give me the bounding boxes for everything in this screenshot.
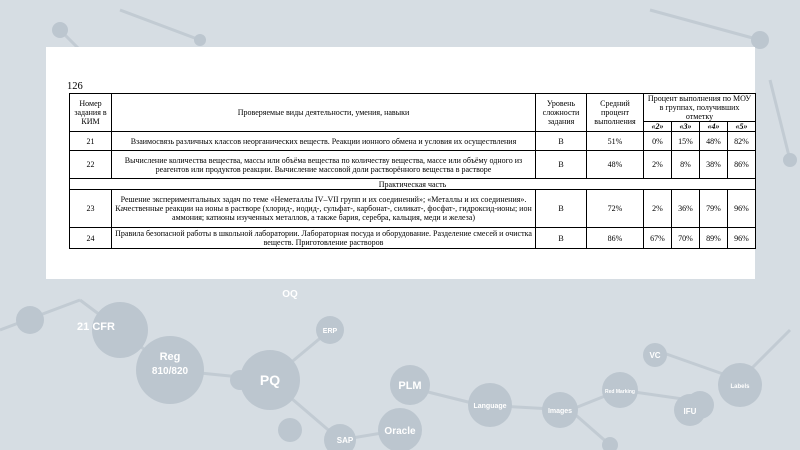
average-percent: 86% xyxy=(587,228,644,249)
grade-2-percent: 0% xyxy=(644,132,672,151)
average-percent: 48% xyxy=(587,151,644,179)
grade-4-percent: 48% xyxy=(700,132,728,151)
document-slide xyxy=(46,47,755,279)
header-group-percent: Процент выполнения по МОУ в группах, получивших отметку xyxy=(644,94,756,122)
svg-text:Images: Images xyxy=(547,408,573,415)
header-average-percent: Средний процент выполнения xyxy=(587,94,644,132)
grade-4-percent: 38% xyxy=(700,151,728,179)
header-skills: Проверяемые виды деятельности, умения, навыки xyxy=(112,94,536,132)
average-percent: 51% xyxy=(587,132,644,151)
task-number: 22 xyxy=(70,151,112,179)
table-row xyxy=(70,228,756,249)
svg-text:SAP: SAP xyxy=(336,436,354,445)
header-task-number: Номер задания в КИМ xyxy=(70,94,112,132)
table-row xyxy=(70,190,756,228)
skill-text: Решение экспериментальных задач по теме «Неметаллы IV–VII групп и их соединений»; «Металлы и их соединения». Качественные реакции на ионы в растворе (хлорид-, иодид-, сульфат-, карбонат-, силикат-, фосфат-, гидроксид-ионы; ион аммония; катионы изученных металлов, а также бария, серебра, кальция, меди и железа) xyxy=(112,190,536,228)
grade-4-percent: 89% xyxy=(700,228,728,249)
grade-2-percent: 2% xyxy=(644,151,672,179)
svg-text:OQ: OQ xyxy=(282,289,298,300)
grade-3-percent: 70% xyxy=(672,228,700,249)
svg-text:IFU: IFU xyxy=(683,407,697,416)
section-label: Практическая часть xyxy=(70,179,756,190)
skill-text: Взаимосвязь различных классов неорганических веществ. Реакции ионного обмена и условия их осуществления xyxy=(112,132,536,151)
task-number: 21 xyxy=(70,132,112,151)
grade-3-percent: 36% xyxy=(672,190,700,228)
results-table xyxy=(69,93,756,249)
svg-text:Reg: Reg xyxy=(159,351,181,363)
svg-text:PQ: PQ xyxy=(259,372,281,388)
svg-text:21 CFR: 21 CFR xyxy=(77,321,115,333)
grade-3-header: «3» xyxy=(672,122,700,132)
grade-2-header: «2» xyxy=(644,122,672,132)
grade-4-percent: 79% xyxy=(700,190,728,228)
task-number: 24 xyxy=(70,228,112,249)
grade-3-percent: 8% xyxy=(672,151,700,179)
difficulty-level: В xyxy=(536,190,587,228)
average-percent: 72% xyxy=(587,190,644,228)
page-number: 126 xyxy=(67,81,83,92)
grade-5-header: «5» xyxy=(728,122,756,132)
section-row xyxy=(70,179,756,190)
svg-text:Red Marking: Red Marking xyxy=(604,389,636,395)
table-row xyxy=(70,151,756,179)
svg-text:Language: Language xyxy=(473,403,507,410)
task-number: 23 xyxy=(70,190,112,228)
grade-5-percent: 96% xyxy=(728,190,756,228)
header-difficulty: Уровень сложности задания xyxy=(536,94,587,132)
difficulty-level: В xyxy=(536,151,587,179)
difficulty-level: В xyxy=(536,132,587,151)
grade-4-header: «4» xyxy=(700,122,728,132)
grade-5-percent: 86% xyxy=(728,151,756,179)
svg-text:810/820: 810/820 xyxy=(151,366,189,377)
difficulty-level: В xyxy=(536,228,587,249)
skill-text: Вычисление количества вещества, массы или объёма вещества по количеству вещества, массе или объёму одного из реагентов или продуктов реакции. Вычисление массовой доли растворённого вещества в растворе xyxy=(112,151,536,179)
svg-text:Labels: Labels xyxy=(730,384,750,390)
svg-text:VC: VC xyxy=(649,351,661,360)
grade-5-percent: 82% xyxy=(728,132,756,151)
grade-2-percent: 2% xyxy=(644,190,672,228)
svg-text:ERP: ERP xyxy=(322,328,338,335)
skill-text: Правила безопасной работы в школьной лаборатории. Лабораторная посуда и оборудование. Разделение смесей и очистка веществ. Приготовление растворов xyxy=(112,228,536,249)
svg-text:PLM: PLM xyxy=(398,380,422,392)
grade-3-percent: 15% xyxy=(672,132,700,151)
table-row xyxy=(70,132,756,151)
table-header-row xyxy=(70,94,756,122)
grade-2-percent: 67% xyxy=(644,228,672,249)
svg-text:Oracle: Oracle xyxy=(384,426,416,437)
grade-5-percent: 96% xyxy=(728,228,756,249)
